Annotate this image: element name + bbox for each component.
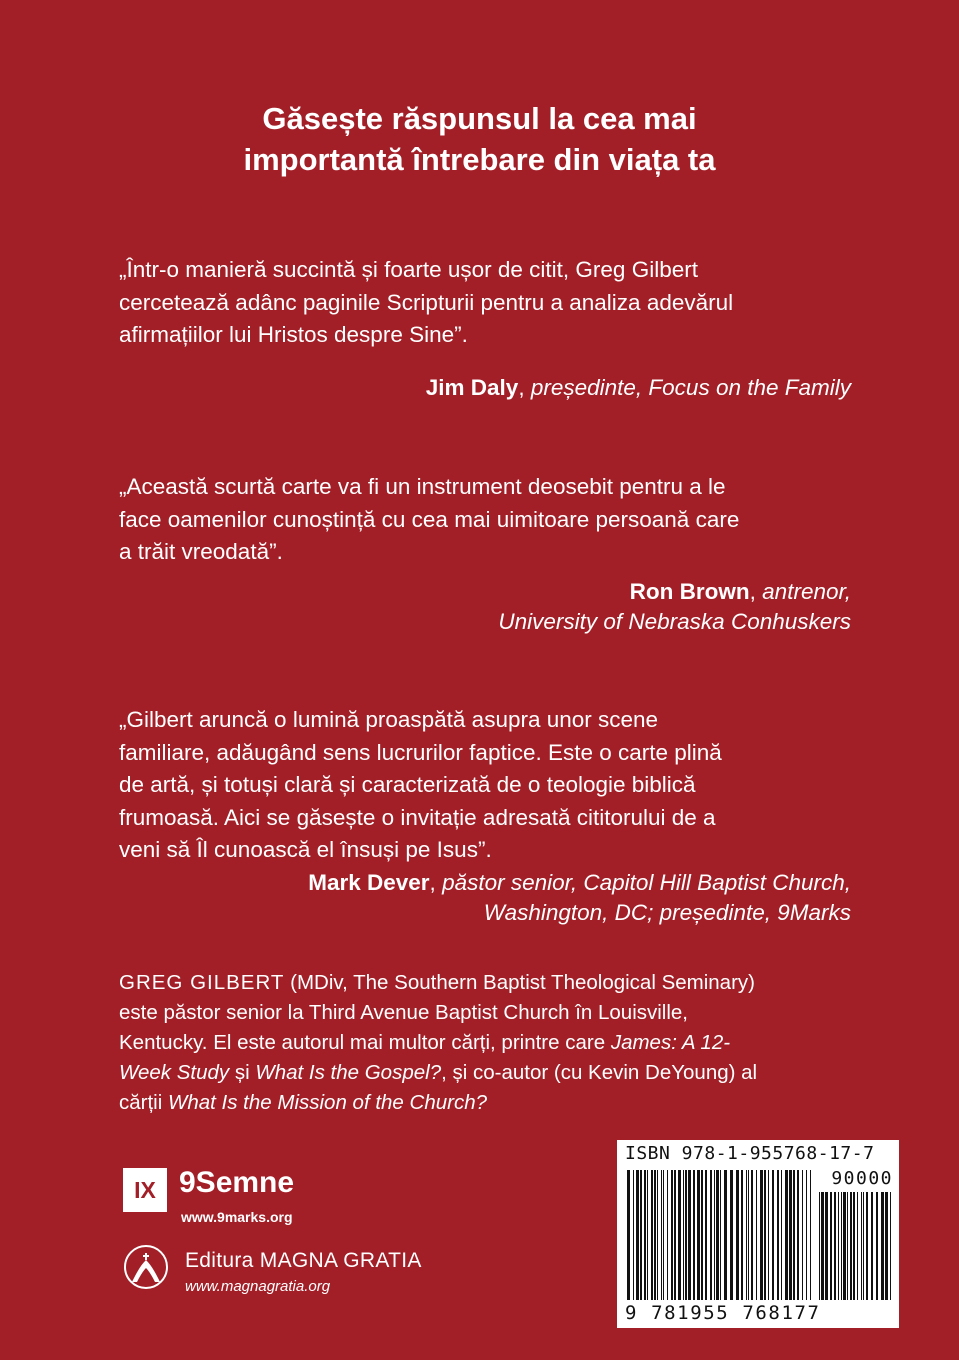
barcode-bar xyxy=(802,1170,803,1300)
barcode-bar xyxy=(657,1170,658,1300)
quote-line: veni să Îl cunoască el însuși pe Isus”. xyxy=(119,837,492,862)
publisher-url: www.9marks.org xyxy=(181,1209,293,1225)
quote-author: Jim Daly xyxy=(425,375,519,400)
barcode-bar xyxy=(760,1170,763,1300)
barcode-bar xyxy=(647,1170,648,1300)
barcode-bar xyxy=(685,1170,687,1300)
quote-line: face oamenilor cunoștință cu cea mai uimitoare persoană care xyxy=(119,506,740,532)
barcode-bar xyxy=(830,1192,832,1300)
quote-author: Mark Dever xyxy=(308,870,430,895)
barcode-bar xyxy=(651,1170,653,1300)
author-bio xyxy=(119,968,859,1118)
ix-logo: IX xyxy=(123,1168,167,1212)
barcode-bar xyxy=(627,1170,630,1300)
barcode-bar xyxy=(701,1170,703,1300)
barcode-bar xyxy=(724,1170,727,1300)
quote-author-role: University of Nebraska Conhuskers xyxy=(498,609,851,634)
barcode-bar xyxy=(714,1170,715,1300)
barcode-bar xyxy=(871,1192,873,1300)
barcode-bar xyxy=(661,1170,662,1300)
bio-text: este păstor senior la Third Avenue Baptist Church în Louisville, xyxy=(119,1001,689,1024)
barcode-bar xyxy=(847,1192,848,1300)
barcode-addon-number: 90000 xyxy=(831,1168,893,1189)
barcode-bar xyxy=(821,1192,824,1300)
quote-author-role: președinte, Focus on the Family xyxy=(530,375,851,400)
quote-line: „Într-o manieră succintă și foarte ușor de citit, Greg Gilbert xyxy=(119,257,698,282)
endorsement-quote xyxy=(119,254,859,352)
barcode-bar xyxy=(730,1170,733,1300)
barcode-bar xyxy=(810,1170,811,1300)
author-name: GREG GILBERT xyxy=(119,971,285,994)
barcode-bar xyxy=(785,1170,788,1300)
barcode-bar xyxy=(654,1170,656,1300)
bio-text: cărții xyxy=(119,1091,168,1114)
bio-text: , și co-autor (cu Kevin DeYoung) al xyxy=(441,1061,758,1084)
bio-text: (MDiv, The Southern Baptist Theological Seminary) xyxy=(284,971,755,994)
barcode-bar xyxy=(768,1170,769,1300)
barcode-bar xyxy=(674,1170,676,1300)
quote-line: frumoasă. Aici se găsește o invitație adresată cititorului de a xyxy=(119,804,716,830)
barcode-bar xyxy=(671,1170,673,1300)
barcode-bar xyxy=(777,1170,779,1300)
barcode-bar xyxy=(663,1170,664,1300)
quote-attribution: Jim Daly, președinte, Focus on the Family xyxy=(425,375,851,400)
isbn-label: ISBN 978-1-955768-17-7 xyxy=(625,1143,875,1164)
endorsement-quote xyxy=(119,704,859,867)
barcode-bar xyxy=(746,1170,747,1300)
barcode-bar xyxy=(806,1170,807,1300)
barcode-bar xyxy=(748,1170,749,1300)
barcode-bar xyxy=(890,1192,891,1300)
barcode-bar xyxy=(688,1170,691,1300)
barcode-bar xyxy=(850,1192,852,1300)
barcode-bar xyxy=(881,1192,884,1300)
barcode-bar xyxy=(720,1170,721,1300)
barcode-bar xyxy=(843,1192,846,1300)
barcode-bar xyxy=(736,1170,739,1300)
bio-text: Kentucky. El este autorul mai multor cărți, printre care xyxy=(119,1031,611,1054)
barcode-bar xyxy=(841,1192,842,1300)
barcode-bar xyxy=(693,1170,695,1300)
quote-author-role: antrenor, xyxy=(762,579,851,604)
barcode-bar xyxy=(633,1170,634,1300)
quote-line: „Această scurtă carte va fi un instrument deosebit pentru a le xyxy=(119,474,726,499)
barcode-bar xyxy=(678,1170,681,1300)
barcode-bar xyxy=(756,1170,757,1300)
barcode-bar xyxy=(793,1170,795,1300)
barcode-bar xyxy=(857,1192,858,1300)
headline xyxy=(0,98,959,180)
barcode-bar xyxy=(636,1170,639,1300)
barcode-bar xyxy=(853,1192,855,1300)
barcode-bar xyxy=(705,1170,707,1300)
barcode-bar xyxy=(716,1170,719,1300)
quote-line: de artă, și totuși clară și caracterizată de o teologie biblică xyxy=(119,772,696,797)
quote-line: cercetează adânc paginile Scripturii pentru a analiza adevărul xyxy=(119,289,734,315)
barcode-bar xyxy=(834,1192,836,1300)
barcode-bar xyxy=(876,1192,878,1300)
barcode-bar xyxy=(838,1192,839,1300)
barcode-bar xyxy=(819,1192,820,1300)
quote-author: Ron Brown xyxy=(629,579,750,604)
barcode-bar xyxy=(697,1170,700,1300)
publisher-name: 9Semne xyxy=(179,1166,295,1199)
endorsement-quote xyxy=(119,471,859,569)
barcode-bar xyxy=(683,1170,684,1300)
quote-line: „Gilbert aruncă o lumină proaspătă asupra unor scene xyxy=(119,707,659,732)
barcode-bar xyxy=(861,1192,862,1300)
book-title: James: A 12- xyxy=(610,1031,731,1054)
book-title: Week Study xyxy=(119,1061,230,1084)
quote-line: a trăit vreodată”. xyxy=(119,539,283,564)
quote-attribution: Ron Brown, antrenor, University of Nebraska Conhuskers xyxy=(498,579,851,634)
barcode-bar xyxy=(797,1170,799,1300)
publisher-url: www.magnagratia.org xyxy=(185,1278,331,1295)
book-title: What Is the Mission of the Church? xyxy=(167,1091,488,1114)
barcode-bar xyxy=(710,1170,712,1300)
bio-text: și xyxy=(229,1061,256,1084)
quote-line: afirmațiilor lui Hristos despre Sine”. xyxy=(119,322,468,347)
barcode-bar xyxy=(741,1170,743,1300)
barcode-bar xyxy=(667,1170,668,1300)
magna-gratia-logo-icon xyxy=(123,1244,169,1290)
book-title: What Is the Gospel? xyxy=(255,1061,442,1084)
barcode-bar xyxy=(863,1192,864,1300)
headline-line: Găsește răspunsul la cea mai xyxy=(262,101,697,136)
barcode-bar xyxy=(644,1170,646,1300)
quote-author-role: păstor senior, Capitol Hill Baptist Church, xyxy=(442,870,851,895)
barcode-bar xyxy=(764,1170,766,1300)
barcode-bar xyxy=(772,1170,774,1300)
barcode-bar xyxy=(885,1192,888,1300)
barcode-bar xyxy=(789,1170,792,1300)
barcode-bar xyxy=(781,1170,782,1300)
quote-attribution: Mark Dever, păstor senior, Capitol Hill Baptist Church, Washington, DC; președinte, 9Marks xyxy=(308,870,851,925)
barcode-bar xyxy=(640,1170,642,1300)
quote-line: familiare, adăugând sens lucrurilor faptice. Este o carte plină xyxy=(119,739,722,765)
barcode-digits: 9 781955 768177 xyxy=(625,1302,821,1324)
barcode-bar xyxy=(825,1192,828,1300)
barcode-bar xyxy=(751,1170,753,1300)
quote-author-role: Washington, DC; președinte, 9Marks xyxy=(483,900,851,925)
publisher-name: Editura MAGNA GRATIA xyxy=(185,1249,422,1272)
barcode-bar xyxy=(866,1192,868,1300)
isbn-barcode xyxy=(617,1140,899,1328)
headline-line: importantă întrebare din viața ta xyxy=(243,142,716,177)
